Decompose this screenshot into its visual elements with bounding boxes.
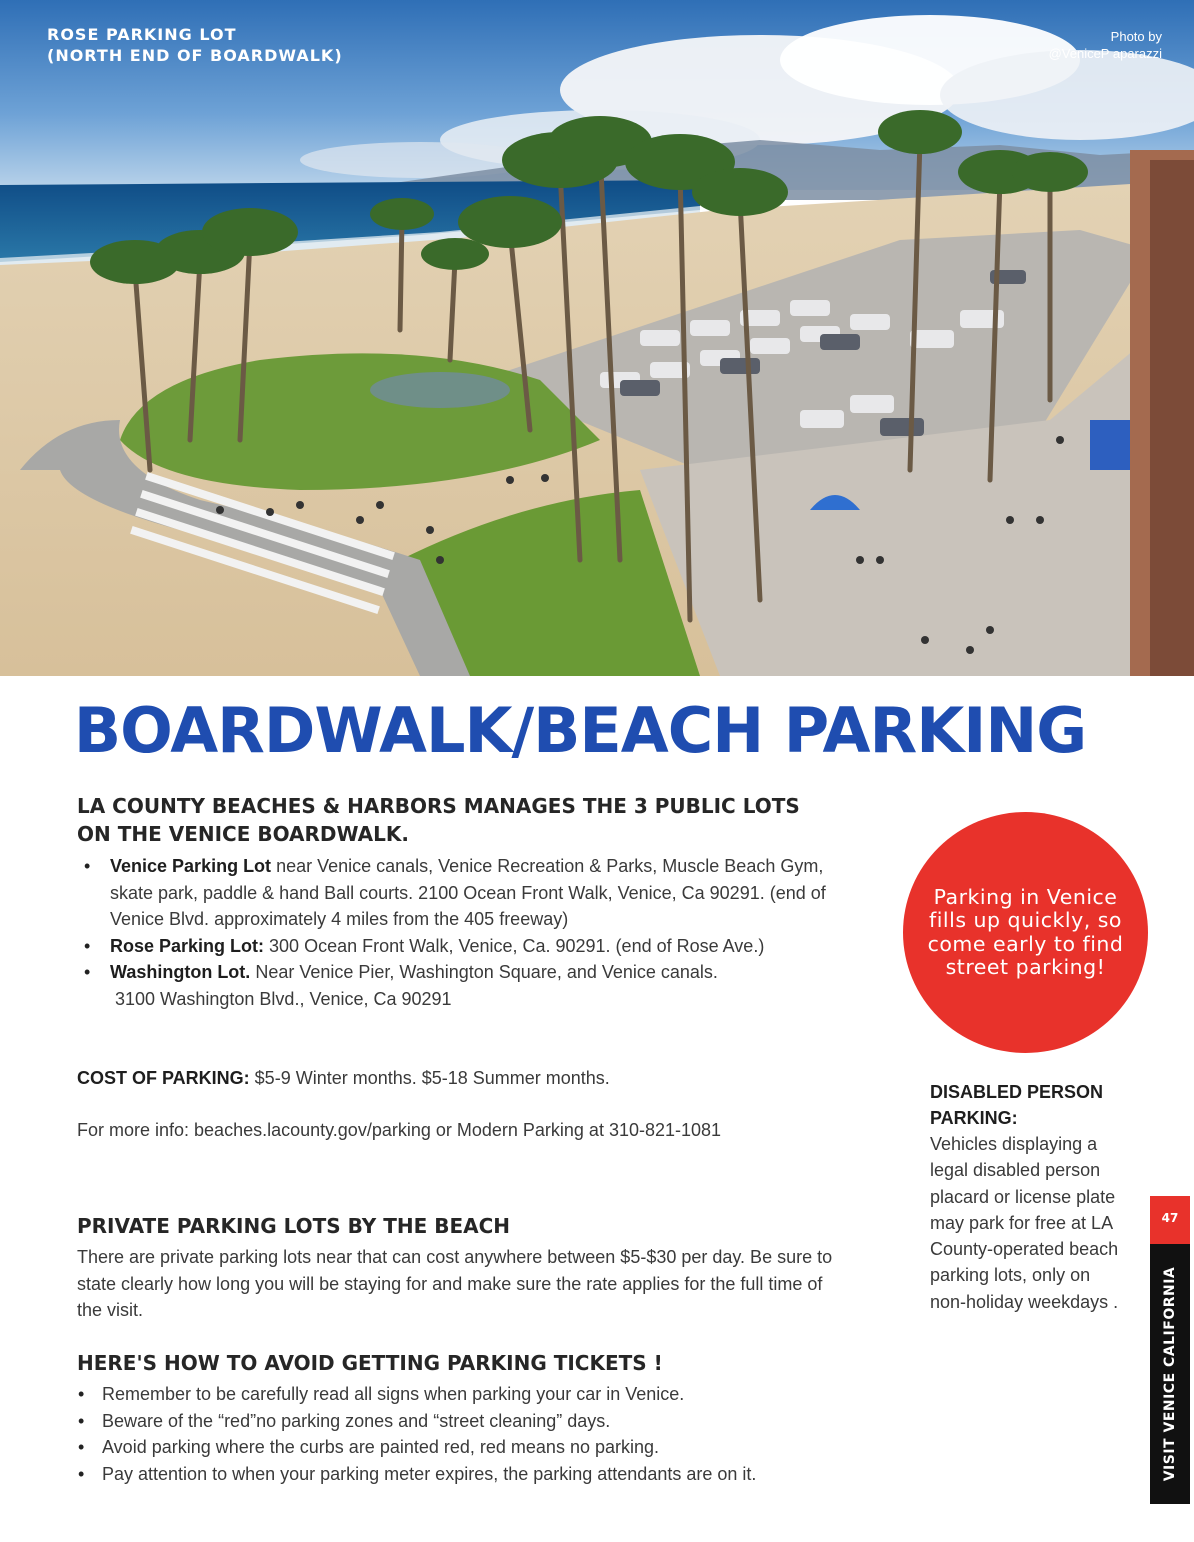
lot-description: 300 Ocean Front Walk, Venice, Ca. 90291. (end of Rose Ave.) bbox=[264, 935, 765, 956]
photo-credit-line1: Photo by bbox=[1110, 29, 1162, 44]
side-tab bbox=[1150, 1244, 1190, 1504]
photo-caption bbox=[47, 24, 343, 66]
callout-circle bbox=[903, 812, 1148, 1053]
photo-credit-line2: @VeniceP aparazzi bbox=[1048, 46, 1162, 61]
cost-text: $5-9 Winter months. $5-18 Summer months. bbox=[249, 1068, 610, 1088]
photo-credit bbox=[1049, 28, 1162, 62]
lot-description: Near Venice Pier, Washington Square, and Venice canals. bbox=[250, 962, 718, 982]
public-lots-title-line2: ON THE VENICE BOARDWALK. bbox=[77, 822, 410, 846]
hero-photo bbox=[0, 0, 1194, 676]
public-lots-list bbox=[76, 853, 856, 1012]
lot-description: near Venice canals, Venice Recreation & Parks, Muscle Beach Gym, skate park, paddle & hand Ball courts. 2100 Ocean Front Walk, Venice, Ca 90291. (end of Venice Blvd. approximately 4 miles from the 405 freeway) bbox=[110, 856, 826, 929]
page-number: 47 bbox=[1150, 1196, 1190, 1244]
lot-address: 3100 Washington Blvd., Venice, Ca 90291 bbox=[115, 988, 452, 1009]
list-item bbox=[76, 853, 856, 933]
public-lots-title-line1: LA COUNTY BEACHES & HARBORS MANAGES THE 3 PUBLIC LOTS bbox=[77, 794, 800, 818]
list-item: • Pay attention to when your parking meter expires, the parking attendants are on it. bbox=[76, 1461, 876, 1488]
lot-name: Washington Lot. bbox=[110, 962, 251, 982]
list-item: • Beware of the “red”no parking zones and “street cleaning” days. bbox=[76, 1408, 876, 1435]
page-headline: BOARDWALK/BEACH PARKING bbox=[73, 694, 1087, 767]
photo-caption-line1: ROSE PARKING LOT bbox=[47, 25, 237, 44]
cost-label: COST OF PARKING: bbox=[77, 1068, 250, 1088]
public-lots-title bbox=[77, 792, 800, 848]
private-lots-text: There are private parking lots near that can cost anywhere between $5-$30 per day. Be sure to state clearly how long you will be staying for and make sure the rate applies for the full time of the visit. bbox=[77, 1247, 833, 1320]
tickets-list bbox=[76, 1381, 876, 1487]
more-info: For more info: beaches.lacounty.gov/parking or Modern Parking at 310-821-1081 bbox=[77, 1120, 722, 1140]
tickets-title: HERE'S HOW TO AVOID GETTING PARKING TICKETS ! bbox=[77, 1351, 663, 1375]
parking-cost bbox=[77, 1065, 877, 1092]
list-item: • Avoid parking where the curbs are painted red, red means no parking. bbox=[76, 1434, 876, 1461]
list-item bbox=[76, 959, 856, 1012]
list-item bbox=[76, 933, 856, 960]
lot-name: Rose Parking Lot: bbox=[110, 935, 265, 956]
photo-caption-line2: (NORTH END OF BOARDWALK) bbox=[47, 46, 343, 65]
beach-boardwalk-illustration bbox=[0, 0, 1194, 676]
callout-text: Parking in Venice fills up quickly, so come early to find street parking! bbox=[927, 884, 1124, 979]
private-lots-title: PRIVATE PARKING LOTS BY THE BEACH bbox=[77, 1214, 511, 1238]
disabled-parking-title: DISABLED PERSON PARKING: bbox=[930, 1082, 1104, 1128]
disabled-parking-text: Vehicles displaying a legal disabled person placard or license plate may park for free at LA County-operated beach parking lots, only on non-holiday weekdays . bbox=[930, 1134, 1119, 1312]
list-item: • Remember to be carefully read all signs when parking your car in Venice. bbox=[76, 1381, 876, 1408]
lot-name: Venice Parking Lot bbox=[110, 856, 272, 876]
side-tab-label: VISIT VENICE CALIFORNIA bbox=[1162, 1266, 1178, 1482]
